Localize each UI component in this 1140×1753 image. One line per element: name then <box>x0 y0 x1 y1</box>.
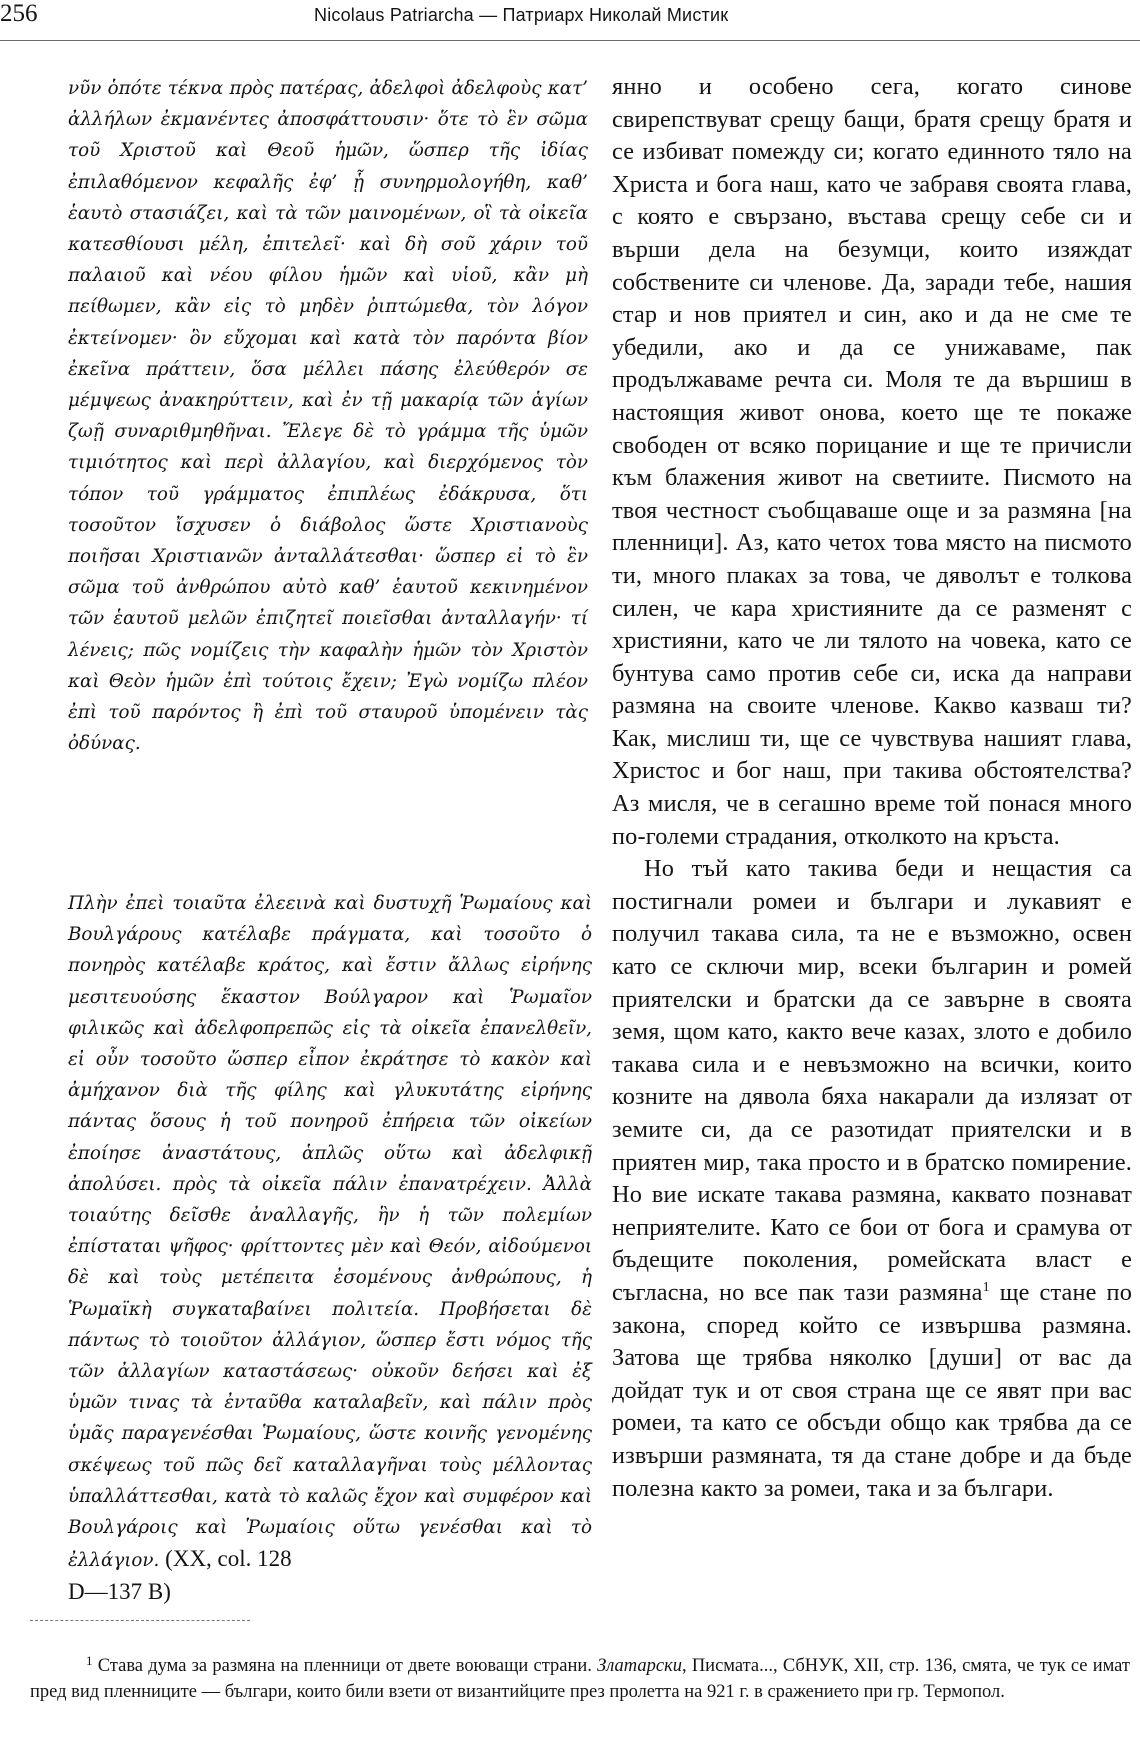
citation-part-2: D—137 B) <box>68 1579 171 1605</box>
greek-paragraph-1: νῦν ὁπότε τέκνα πρὸς πατέρας, ἀδελφοὶ ἀδελφοὺς κατ’ ἀλλήλων ἐκμανέντες ἀποσφάττουσιν· ὅτε τὸ ἓν σῶμα τοῦ Χριστοῦ καὶ Θεοῦ ἡμῶν, ὥσπερ τῆς ἰδίας ἐπιλαθόμενον κεφαλῆς ἐφ’ ᾗ συνηρμολογήθη, καθ’ ἑαυτὸ στασιάζει, καὶ τὰ τῶν μαινομένων, οἳ τὰ οἰκεῖα κατεσθίουσι μέλη, ἐπιτελεῖ· καὶ δὴ σοῦ χάριν τοῦ παλαιοῦ καὶ νέου φίλου ἡμῶν καὶ υἱοῦ, κἂν μὴ πείθωμεν, κἂν εἰς τὸ μηδὲν ῥιπτώμεθα, τὸν λόγον ἐκτείνομεν· ὃν εὔχομαι καὶ κατὰ τὸν παρόντα βίον ἐκεῖνα πράττειν, ὅσα μέλλει πάσης ἐλεύθερόν σε μέμψεως ἀνακηρύττειν, καὶ ἐν τῇ μακαρίᾳ τῶν ἁγίων ζωῇ συναριθμηθῆναι. Ἔλεγε δὲ τὸ γράμμα τῆς ὑμῶν τιμιότητος καὶ περὶ ἀλλαγίου, καὶ διερχόμενος τὸν τόπον τοῦ γράμματος ἐπιπλέως ἐδάκρυσα, ὅτι τοσοῦτον ἴσχυσεν ὁ διάβολος ὥστε Χριστιανοὺς ποιῆσαι Χριστιανῶν ἀνταλλάτεσθαι· ὥσπερ εἰ τὸ ἓν σῶμα τοῦ ἀνθρώπου αὐτὸ καθ’ ἑαυτοῦ κεκινημένον τῶν ἑαυτοῦ μελῶν ἐπιζητεῖ ποιεῖσθαι ἀνταλλαγήν· τί λένεις; πῶς νομίζεις τὴν καφαλὴν ἡμῶν τὸν Χριστὸν καὶ Θεὸν ἡμῶν ἐπὶ τούτοις ἔχειν; Ἐγὼ νομίζω πλέον ἐπὶ τοῦ παρόντος ἢ ἐπὶ τοῦ σταυροῦ ὑπομένειν τὰς ὀδύνας. <box>68 78 588 755</box>
footnote-number: 1 <box>86 1653 93 1668</box>
header-rule <box>0 40 1140 41</box>
greek-column-top <box>68 73 588 759</box>
footnote <box>30 1648 1130 1705</box>
bulgarian-paragraph-2 <box>612 853 1132 1505</box>
footnote-reference[interactable]: 1 <box>982 1279 990 1295</box>
running-title: Nicolaus Patriarcha — Патриарх Николай Мистик <box>314 5 729 25</box>
bulgarian-paragraph-1: янно и особено сега, когато синове свирепствуват срещу бащи, братя срещу братя и се избиват помежду си; когато единното тяло на Христа и бога наш, като че забравя своята глава, с която е свързано, въстава срещу себе си и върши дела на безумци, които изяждат собствените си членове. Да, заради тебе, нашия стар и нов приятел и син, ако и да не сме те убедили, ако и да се унижаваме, пак продължаваме речта си. Моля те да вършиш в настоящия живот онова, което ще те покаже свободен от всяко порицание и ще те причисли към блажения живот на светиите. Писмото на твоя честност съобщаваше още и за размяна [на пленници]. Аз, като четох това място на писмото ти, много плаках за това, че дяволът е толкова силен, че кара християните да се разменят с християни, като че ли тялото на човека, като се бунтува само против себе си, иска да направи размяна на своите членове. Какво казваш ти? Как, мислиш ти, ще се чувствува нашият глава, Христос и бог наш, при такива обстоятелства? Аз мисля, че в сегашно време той понася много по-големи страдания, отколкото на кръста. <box>612 73 1132 850</box>
bulgarian-paragraph-2-part-2: ще стане по закона, според който се извършва размяна. Затова ще трябва няколко [души] от вас да дойдат тук и от своя страна ще се явят при вас ромеи, та като се обсъди общо как трябва да се извърши размяната, тя да стане добре и да бъде полезна както за ромеи, така и за българи. <box>612 1278 1133 1502</box>
greek-paragraph-2 <box>68 888 592 1576</box>
footnote-author: Златарски <box>597 1656 682 1676</box>
bulgarian-column <box>612 71 1132 1505</box>
footnote-text-2: , Писмата..., СбНУК, XII, стр. 136, смята, че тук се имат пред вид пленниците — българи, които били взети от византийците през пролетта на 921 г. в сражението при гр. Термопол. <box>30 1656 1130 1702</box>
greek-column-bottom <box>68 888 592 1608</box>
citation-part-1: (XX, col. 128 <box>165 1546 292 1572</box>
page-number: 256 <box>0 0 38 27</box>
footnote-text-1: Става дума за размяна на пленници от двете воюващи страни. <box>92 1656 598 1676</box>
greek-paragraph-2-text: Πλὴν ἐπεὶ τοιαῦτα ἐλεεινὰ καὶ δυστυχῆ Ῥωμαίους καὶ Βουλγάρους κατέλαβε πράγματα, καὶ τοσοῦτο ὁ πονηρὸς κατέλαβε κράτος, καὶ ἔστιν ἄλλως εἰρήνης μεσιτευούσης ἕκαστον Βούλγαρον καὶ Ῥωμαῖον φιλικῶς καὶ ἀδελφοπρεπῶς εἰς τὰ οἰκεῖα ἐπανελθεῖν, εἰ οὖν τοσοῦτο ὥσπερ εἶπον ἐκράτησε τὸ κακὸν καὶ ἀμήχανον διὰ τῆς φίλης καὶ γλυκυτάτης εἰρήνης πάντας ὅσους ἡ τοῦ πονηροῦ ἐπήρεια τῶν οἰκείων ἐποίησε ἀναστάτους, ἁπλῶς οὕτω καὶ ἀδελφικῇ ἀπολύσει. πρὸς τὰ οἰκεῖα πάλιν ἐπανατρέχειν. Ἀλλὰ τοιαύτης δεῖσθε ἀναλλαγῆς, ἣν ἡ τῶν πολεμίων ἐπίσταται ψῆφος· φρίττοντες μὲν καὶ Θεόν, αἰδούμενοι δὲ καὶ τοὺς μετέπειτα ἐσομένους ἀνθρώπους, ἡ Ῥωμαϊκὴ συγκαταβαίνει πολιτεία. Προβήσεται δὲ πάντως τὸ τοιοῦτον ἀλλάγιον, ὥσπερ ἔστι νόμος τῆς τῶν ἀλλαγίων καταστάσεως· οὐκοῦν δεήσει καὶ ἐξ ὑμῶν τινας τὰ ἐνταῦθα καταλαβεῖν, καὶ πάλιν πρὸς ὑμᾶς παραγενέσθαι Ῥωμαίους, ὥστε κοινῆς γενομένης σκέψεως τοῦ πῶς δεῖ καταλλαγῆναι τοὺς μέλλοντας ὑπαλλάττεσθαι, κατὰ τὸ καλῶς ἔχον καὶ συμφέρον καὶ Βουλγάροις καὶ Ῥωμαίοις οὕτω γενέσθαι καὶ τὸ ἐλλάγιον. <box>68 893 592 1572</box>
footnote-divider <box>30 1620 250 1621</box>
bulgarian-paragraph-2-part-1: Но тъй като такива беди и нещастия са постигнали ромеи и българи и лукавият е получил такава сила, та не е възможно, освен като се сключи мир, всеки българин и ромей приятелски и братски да се завърне в своята земя, щом като, както вече казах, злото е добило такава сила и е невъзможно на всички, които козните на дявола бяха накарали да излязат от земите си, да се разотидат приятелски и в приятен мир, така просто и в братско помирение. Но вие искате такава размяна, каквато познават неприятелите. Като се бои от бога и срамува от бъдещите поколения, ромейската власт е съгласна, но все пак тази размяна <box>612 855 1132 1306</box>
